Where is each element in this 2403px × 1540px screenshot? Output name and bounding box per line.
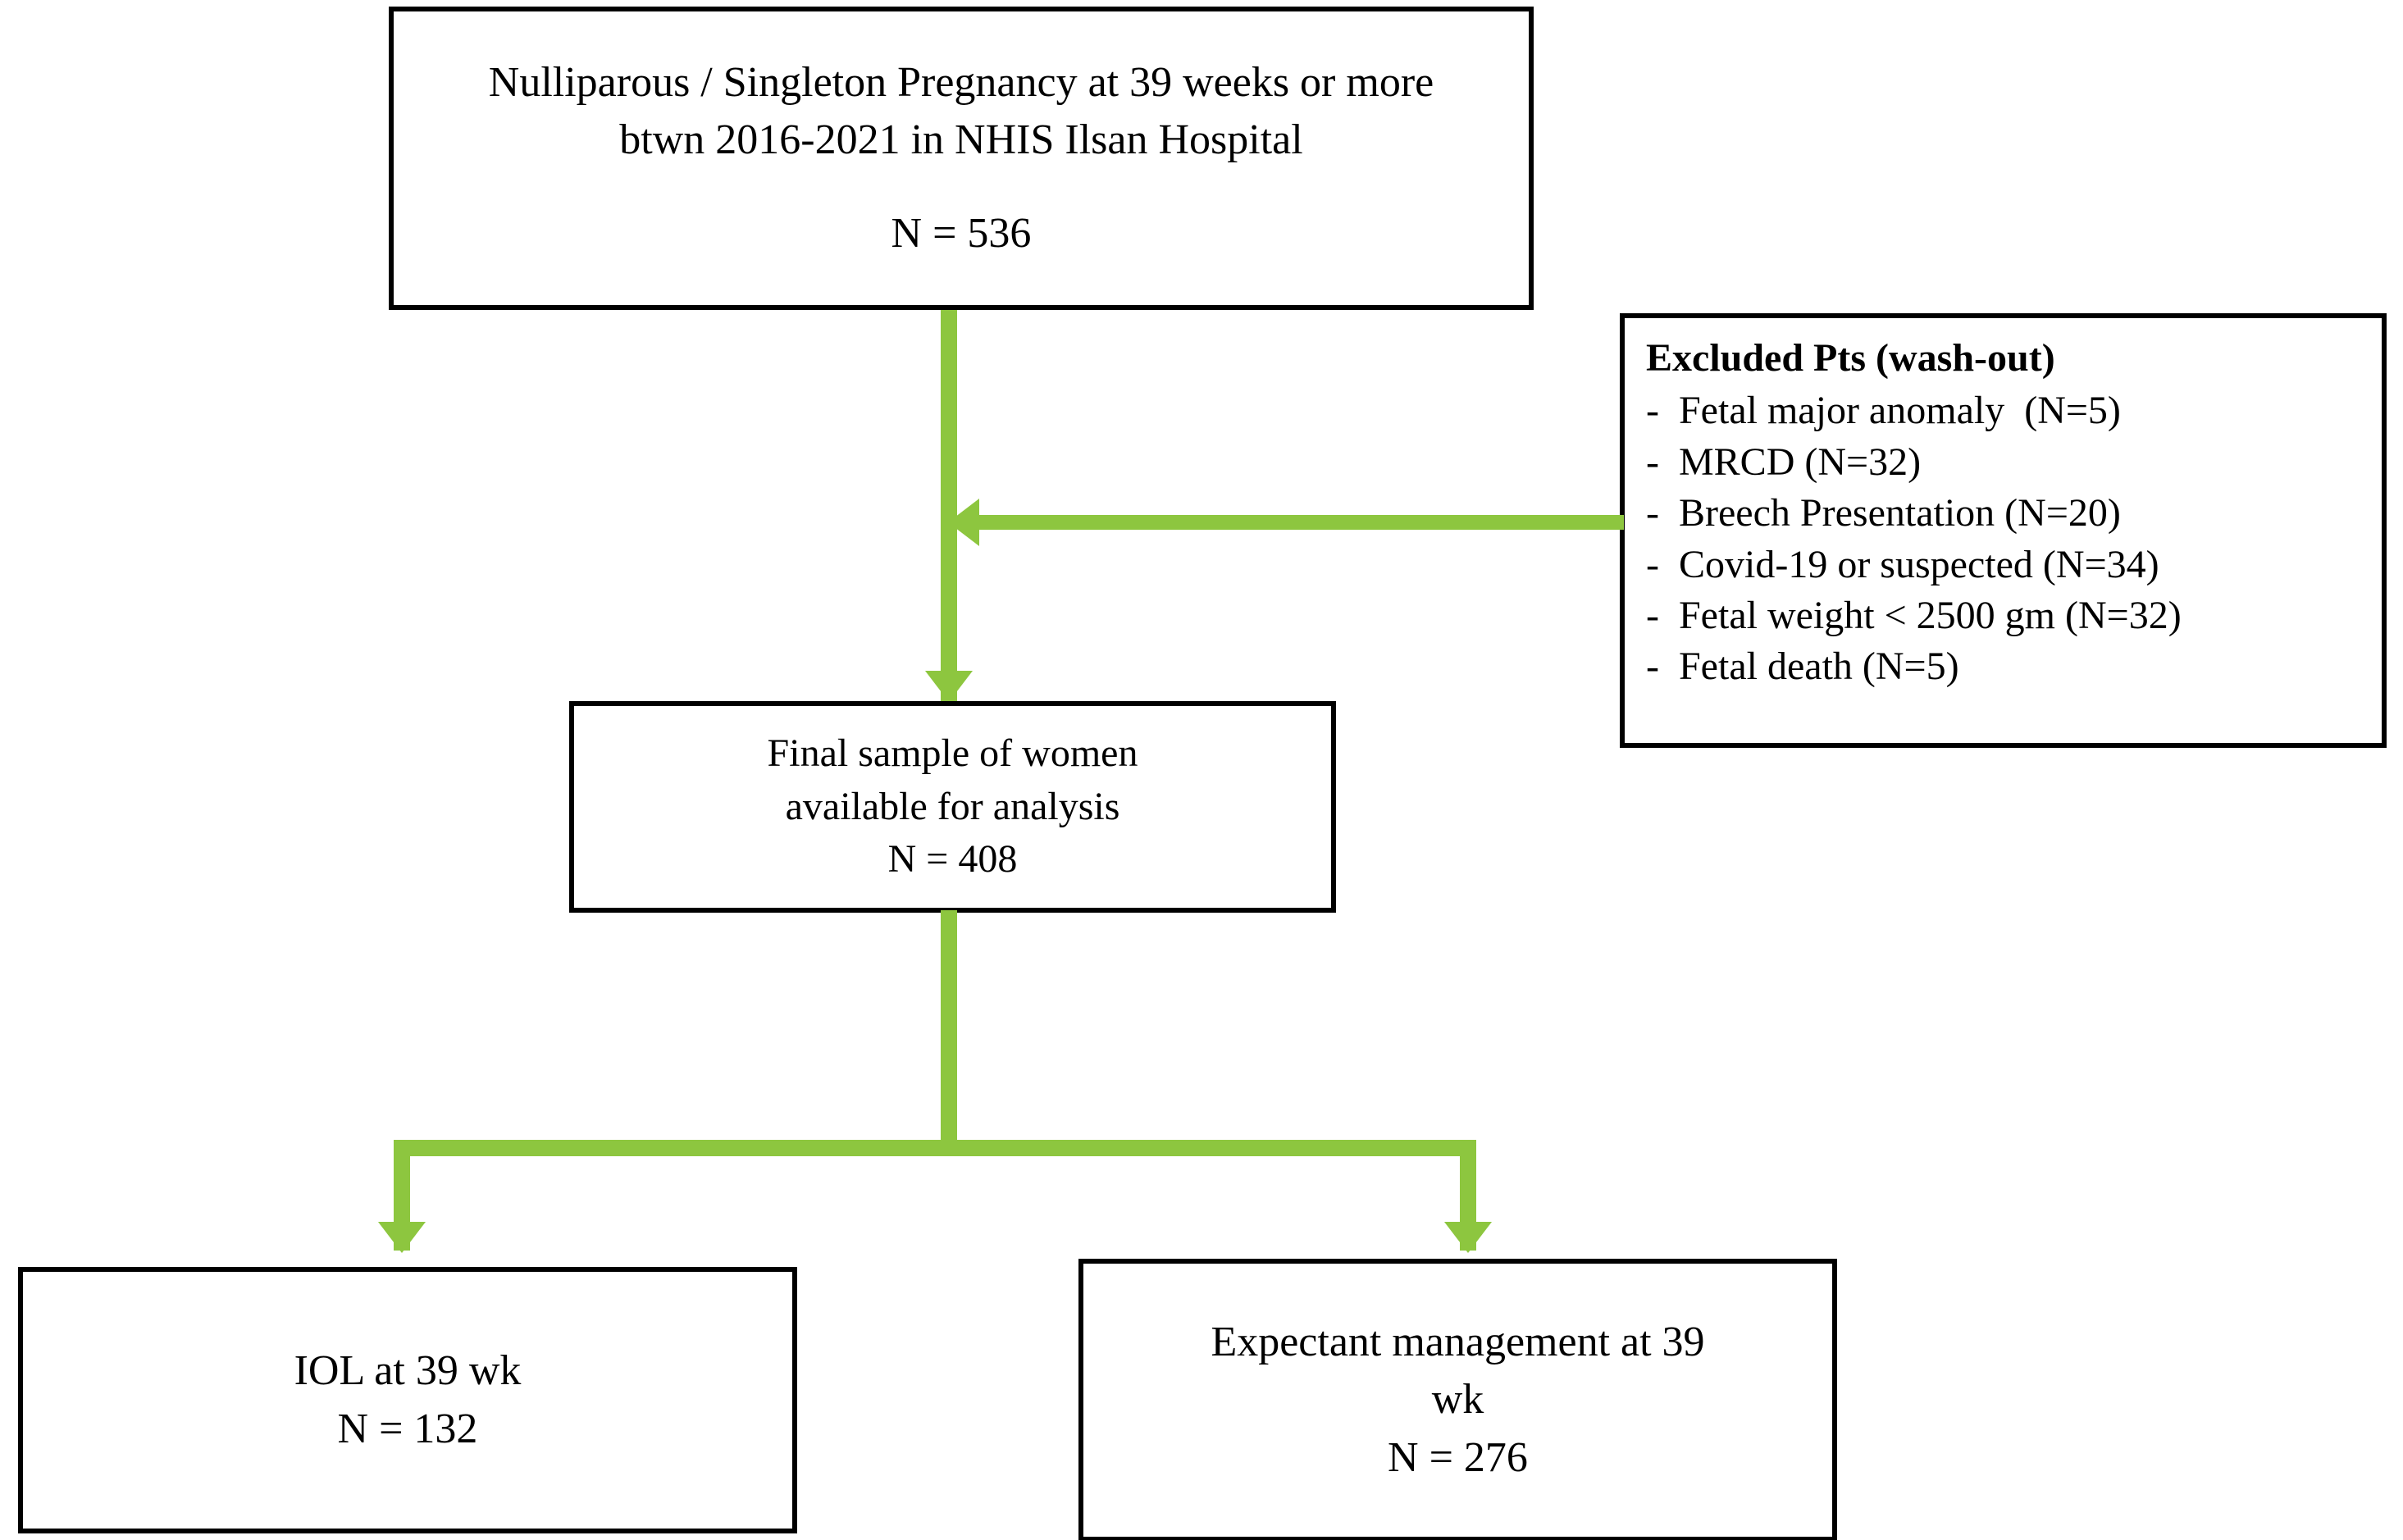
node-expectant-arm: [1078, 1259, 1837, 1540]
node-excluded-item-5: - Fetal death (N=5): [1646, 645, 1959, 689]
node-excluded-item-4: - Fetal weight < 2500 gm (N=32): [1646, 593, 2182, 637]
connector-split-horizontal: [394, 1140, 1476, 1156]
node-final-sample: [569, 701, 1336, 913]
node-iol-arm-count: N = 132: [337, 1405, 478, 1452]
node-final-sample-count: N = 408: [887, 837, 1018, 882]
arrowhead-down-to-final: [925, 671, 973, 702]
connector-final-down: [941, 910, 957, 1148]
node-final-sample-line1: Final sample of women: [767, 731, 1138, 775]
node-expectant-arm-line2: wk: [1431, 1376, 1484, 1424]
arrowhead-down-to-iol: [378, 1222, 426, 1253]
connector-excluded-to-spine: [968, 515, 1624, 530]
arrowhead-left-to-spine: [948, 499, 979, 546]
node-iol-arm-line1: IOL at 39 wk: [294, 1347, 522, 1395]
node-excluded-item-1: - MRCD (N=32): [1646, 440, 1922, 484]
node-study-population-count: N = 536: [891, 210, 1032, 257]
node-final-sample-line2: available for analysis: [785, 784, 1120, 828]
node-iol-arm: [18, 1267, 797, 1533]
arrowhead-down-to-expectant: [1444, 1222, 1492, 1253]
node-study-population-line1: Nulliparous / Singleton Pregnancy at 39 weeks or more: [488, 58, 1434, 106]
node-excluded-item-0: - Fetal major anomaly (N=5): [1646, 389, 2121, 433]
node-expectant-arm-count: N = 276: [1388, 1433, 1528, 1481]
node-study-population: [389, 7, 1534, 310]
node-excluded-item-3: - Covid-19 or suspected (N=34): [1646, 542, 2159, 586]
node-study-population-line2: btwn 2016-2021 in NHIS Ilsan Hospital: [619, 116, 1303, 163]
node-expectant-arm-line1: Expectant management at 39: [1211, 1319, 1705, 1366]
node-excluded-header: Excluded Pts (wash-out): [1646, 336, 2055, 380]
node-excluded-patients: [1620, 313, 2387, 748]
node-excluded-item-2: - Breech Presentation (N=20): [1646, 491, 2121, 535]
